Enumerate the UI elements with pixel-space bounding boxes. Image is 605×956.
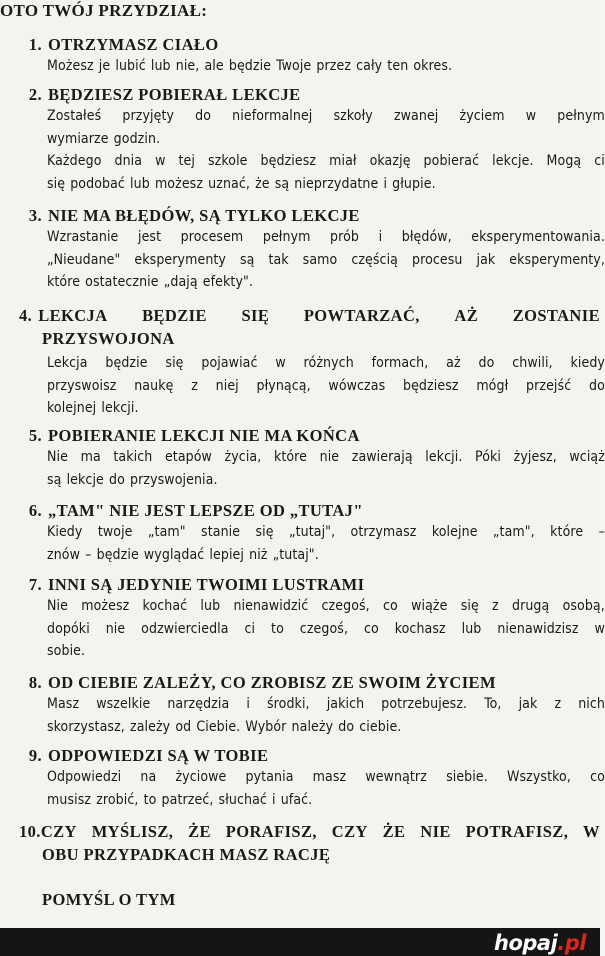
item-number: 9. <box>28 746 42 765</box>
word: niej <box>215 377 239 394</box>
site-logo: hopaj.pl <box>494 931 586 955</box>
list-item <box>0 746 605 811</box>
item-number: 8. <box>28 673 42 692</box>
item-body <box>0 521 605 566</box>
word: i <box>378 229 383 245</box>
word: przejść <box>526 377 572 394</box>
word: ci <box>244 620 256 637</box>
word: kiedy <box>570 355 605 371</box>
word: są <box>239 251 255 268</box>
word: BĘDZIE <box>142 306 207 325</box>
word: otrzymasz <box>350 524 417 540</box>
word: tej <box>178 153 196 169</box>
word: żyjesz, <box>513 449 557 465</box>
word: ZOSTANIE <box>512 306 600 325</box>
word: z <box>554 696 562 712</box>
word: życiowe <box>175 769 227 785</box>
word: To, <box>484 696 502 712</box>
word: częścią <box>351 251 399 268</box>
body-line <box>47 693 605 716</box>
word: zwanej <box>393 108 439 124</box>
word: „tam" <box>147 524 186 540</box>
word: jest <box>137 229 162 245</box>
body-line: znów – będzie wyglądać lepiej niż „tutaj". <box>47 546 319 563</box>
word: się <box>165 355 184 371</box>
word: Masz <box>47 696 80 712</box>
list-item <box>0 304 605 420</box>
body-line: skorzystasz, zależy od Ciebie. Wybór należy do ciebie. <box>47 718 402 735</box>
word: środki, <box>267 696 310 712</box>
word: co <box>383 598 398 614</box>
word: twoje <box>97 524 133 540</box>
item-heading: OTRZYMASZ CIAŁO <box>48 35 219 54</box>
body-line <box>47 352 605 375</box>
word: nie <box>105 620 126 637</box>
word: – <box>598 524 605 540</box>
word: Mogą <box>546 153 582 169</box>
body-line: kolejnej lekcji. <box>47 400 139 416</box>
word: szkole <box>208 153 248 169</box>
word: Lekcja <box>47 355 88 371</box>
word: chwili, <box>512 355 553 371</box>
word: eksperymenty <box>134 251 226 268</box>
word: co <box>590 769 605 785</box>
item-body <box>0 595 605 663</box>
word: tak <box>268 251 289 268</box>
word: kolejne <box>431 524 478 540</box>
word: Nie <box>47 598 68 614</box>
word: eksperymentowania. <box>471 229 605 245</box>
body-line <box>47 521 605 544</box>
word: z <box>191 377 198 394</box>
word: okazję <box>369 153 411 169</box>
word: wciąż <box>569 449 605 465</box>
list-item <box>0 820 600 866</box>
word: procesu <box>412 251 463 268</box>
word: lekcje. <box>492 153 534 169</box>
word: Wszystko, <box>506 769 571 785</box>
body-line <box>47 595 605 618</box>
word: i <box>246 696 250 712</box>
word: życia, <box>224 449 262 465</box>
word: w <box>275 355 286 371</box>
item-heading <box>0 304 600 327</box>
body-line <box>47 150 605 173</box>
word: PORAFISZ, <box>225 822 317 841</box>
word: jak <box>518 696 538 712</box>
word: kochasz <box>394 620 446 637</box>
item-number: 2. <box>28 85 42 104</box>
word: Póki <box>475 449 502 465</box>
word: dnia <box>114 153 143 169</box>
word: wewnątrz <box>365 769 427 785</box>
item-heading: POBIERANIE LEKCJI NIE MA KOŃCA <box>48 426 360 445</box>
word: będzie <box>105 355 148 371</box>
word: płynącą, <box>256 377 311 394</box>
body-line: są lekcje do przyswojenia. <box>47 471 218 488</box>
word: nienawidzić <box>233 598 309 614</box>
word: W <box>583 822 600 841</box>
word: kochać <box>142 598 188 614</box>
word: mógł <box>476 377 509 394</box>
item-number: 3. <box>28 206 42 225</box>
body-line: się podobać lub możesz uznać, że są nieprzydatne i głupie. <box>47 175 436 192</box>
body-line <box>47 249 605 272</box>
word: do <box>588 377 605 394</box>
word: MYŚLISZ, <box>91 822 174 841</box>
item-body <box>0 446 605 491</box>
word: wówczas <box>328 377 386 394</box>
word: narzędzia <box>167 696 230 712</box>
word: pełnym <box>262 229 311 245</box>
list-item <box>0 426 605 491</box>
word: błędów, <box>401 229 452 245</box>
item-heading: BĘDZIESZ POBIERAŁ LEKCJE <box>48 85 301 104</box>
word: NIE <box>420 822 451 841</box>
word: masz <box>312 769 347 785</box>
word: Każdego <box>47 153 102 169</box>
word: Zostałeś <box>47 108 102 124</box>
word: samo <box>302 251 338 268</box>
body-line <box>47 618 605 641</box>
item-number: 1. <box>28 35 42 54</box>
word: czegoś, <box>299 620 349 637</box>
word: czegoś, <box>321 598 370 614</box>
item-body <box>0 693 605 738</box>
word: będziesz <box>260 153 317 169</box>
word: pełnym <box>557 108 605 124</box>
word: formach, <box>371 355 429 371</box>
word: Odpowiedzi <box>47 769 122 785</box>
word: przyjęty <box>122 108 175 124</box>
word: co <box>363 620 379 637</box>
word: CZY <box>40 822 77 841</box>
word: POWTARZAĆ, <box>303 306 420 325</box>
word: LEKCJA <box>38 306 108 325</box>
word: ma <box>80 449 101 465</box>
body-line <box>47 105 605 128</box>
word: Kiedy <box>47 524 83 540</box>
word: procesem <box>180 229 244 245</box>
body-line: które ostatecznie „dają efekty". <box>47 274 253 290</box>
item-heading: „TAM" NIE JEST LEPSZE OD „TUTAJ" <box>48 501 363 520</box>
word: „tam", <box>492 524 535 540</box>
item-heading-line <box>41 820 600 843</box>
item-number: 7. <box>28 575 42 594</box>
word: pobierać <box>423 153 480 169</box>
word: osobą, <box>562 598 605 614</box>
item-number: 4. <box>19 306 33 325</box>
item-heading: NIE MA BŁĘDÓW, SĄ TYLKO LEKCJE <box>48 206 360 225</box>
word: jakich <box>326 696 365 712</box>
word: które <box>273 449 308 465</box>
body-line: wymiarze godzin. <box>47 130 161 147</box>
item-heading-line: OBU PRZYPADKACH MASZ RACJĘ <box>42 845 331 864</box>
word: takich <box>113 449 153 465</box>
item-heading: INNI SĄ JEDYNIE TWOIMI LUSTRAMI <box>48 575 365 594</box>
word: pytania <box>245 769 294 785</box>
word: wiąże <box>411 598 448 614</box>
item-heading-line <box>32 304 600 327</box>
word: możesz <box>81 598 130 614</box>
body-line <box>47 226 605 249</box>
item-body <box>0 766 605 811</box>
word: nienawidzisz <box>497 620 579 637</box>
word: stanie <box>201 524 241 540</box>
word: do <box>478 355 495 371</box>
word: naukę <box>134 377 174 394</box>
word: drugą <box>511 598 550 614</box>
word: „Nieudane" <box>47 251 121 268</box>
word: życiem <box>459 108 505 124</box>
word: ci <box>594 153 605 169</box>
word: na <box>140 769 157 785</box>
item-heading <box>0 820 600 843</box>
word: to <box>271 620 284 637</box>
body-line <box>47 375 605 398</box>
word: odzwierciedla <box>141 620 229 637</box>
closing-note: POMYŚL O TYM <box>42 890 176 909</box>
word: nich <box>578 696 605 712</box>
item-body <box>0 105 605 195</box>
word: potrzebujesz. <box>381 696 468 712</box>
word: się <box>255 524 274 540</box>
word: zawierają <box>351 449 413 465</box>
word: w <box>594 620 605 637</box>
word: nie <box>319 449 340 465</box>
word: wszelkie <box>96 696 151 712</box>
word: POTRAFISZ, <box>465 822 569 841</box>
word: pojawiać <box>201 355 258 371</box>
word: eksperymenty, <box>509 251 605 268</box>
item-number: 5. <box>28 426 42 445</box>
word: w <box>155 153 166 169</box>
item-heading: OD CIEBIE ZALEŻY, CO ZROBISZ ZE SWOIM ŻYCIEM <box>48 673 496 692</box>
word: siebie. <box>446 769 488 785</box>
word: lub <box>200 598 221 614</box>
word: Nie <box>47 449 68 465</box>
word: się <box>460 598 479 614</box>
item-body <box>0 352 605 420</box>
word: etapów <box>164 449 212 465</box>
word: nieformalnej <box>232 108 313 124</box>
item-body <box>0 55 600 78</box>
item-number: 10. <box>19 822 41 841</box>
word: szkoły <box>333 108 373 124</box>
list-item <box>0 206 605 294</box>
word: aż <box>446 355 461 371</box>
item-number: 6. <box>28 501 42 520</box>
body-line: musisz zrobić, to patrzeć, słuchać i ufać. <box>47 791 313 808</box>
word: do <box>195 108 212 124</box>
word: z <box>492 598 499 614</box>
word: różnych <box>303 355 354 371</box>
word: SIĘ <box>241 306 270 325</box>
list-item <box>0 35 600 78</box>
page-title: OTO TWÓJ PRZYDZIAŁ: <box>0 1 208 20</box>
word: dopóki <box>47 620 90 637</box>
word: prób <box>330 229 360 245</box>
word: w <box>525 108 537 124</box>
word: które <box>550 524 584 540</box>
body-line <box>47 766 605 789</box>
word: będziesz <box>402 377 459 394</box>
word: lub <box>461 620 482 637</box>
list-item <box>0 673 605 738</box>
word: ŻE <box>188 822 211 841</box>
list-item <box>0 501 605 566</box>
word: Wzrastanie <box>47 229 119 245</box>
item-heading: ODPOWIEDZI SĄ W TOBIE <box>48 746 269 765</box>
word: ŻE <box>382 822 406 841</box>
item-body <box>0 226 605 294</box>
word: lekcji. <box>425 449 463 465</box>
body-line: Możesz je lubić lub nie, ale będzie Twoje przez cały ten okres. <box>47 58 453 74</box>
body-line: sobie. <box>47 643 86 659</box>
word: przyswoisz <box>47 377 117 394</box>
word: miał <box>329 153 357 169</box>
word: jak <box>476 251 496 268</box>
word: CZY <box>331 822 368 841</box>
word: AŻ <box>454 306 479 325</box>
list-item <box>0 85 605 195</box>
body-line <box>47 446 605 469</box>
item-heading-line: PRZYSWOJONA <box>42 329 175 348</box>
word: „tutaj", <box>288 524 336 540</box>
list-item <box>0 575 605 663</box>
